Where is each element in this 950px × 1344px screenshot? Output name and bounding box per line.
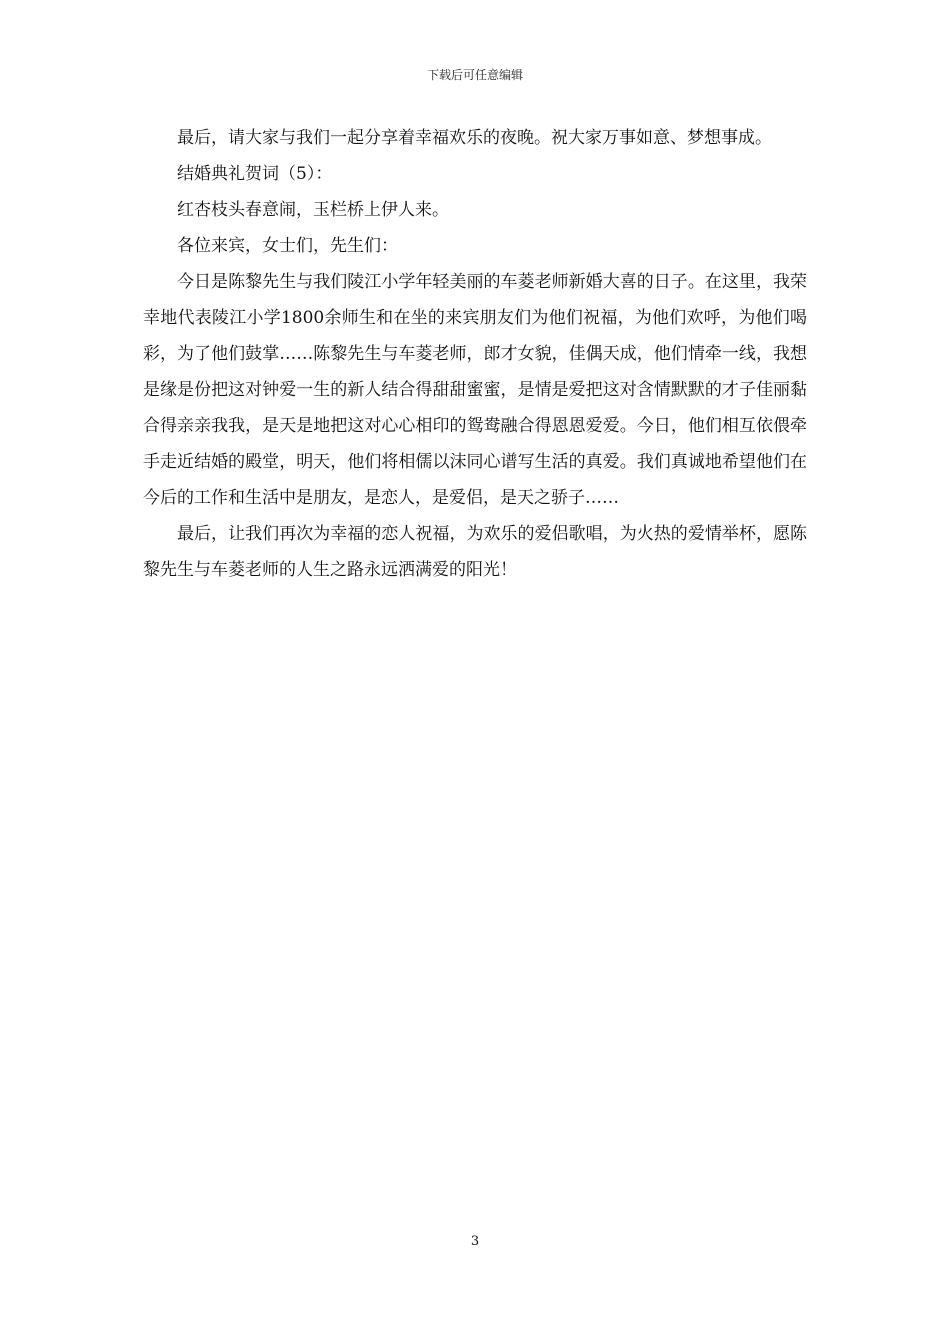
document-body [143, 120, 807, 588]
paragraph-closing-wishes: 最后，请大家与我们一起分享着幸福欢乐的夜晚。祝大家万事如意、梦想事成。 [177, 128, 772, 148]
paragraph-couplet: 红杏枝头春意闹，玉栏桥上伊人来。 [177, 200, 449, 220]
page-number: 3 [470, 1234, 480, 1249]
paragraph-main-speech: 今日是陈黎先生与我们陵江小学年轻美丽的车菱老师新婚大喜的日子。在这里，我荣幸地代表陵江小学1800余师生和在坐的来宾朋友们为他们祝福，为他们欢呼，为他们喝彩，为了他们鼓掌……陈黎先生与车菱老师，郎才女貌，佳偶天成，他们情牵一线，我想是缘是份把这对钟爱一生的新人结合得甜甜蜜蜜，是情是爱把这对含情默默的才子佳丽黏合得亲亲我我，是天是地把这对心心相印的鸳鸯融合得恩恩爱爱。今日，他们相互依偎牵手走近结婚的殿堂，明天，他们将相儒以沫同心谱写生活的真爱。我们真诚地希望他们在今后的工作和生活中是朋友，是恋人，是爱侣，是天之骄子…… [143, 272, 807, 508]
paragraph-salutation: 各位来宾，女士们，先生们： [177, 236, 398, 256]
paragraph-final-toast: 最后，让我们再次为幸福的恋人祝福，为欢乐的爱侣歌唱，为火热的爱情举杯，愿陈黎先生与车菱老师的人生之路永远洒满爱的阳光！ [143, 524, 807, 580]
page-header: 下载后可任意编辑 [426, 68, 523, 82]
section-heading: 结婚典礼贺词（5）： [177, 164, 333, 184]
